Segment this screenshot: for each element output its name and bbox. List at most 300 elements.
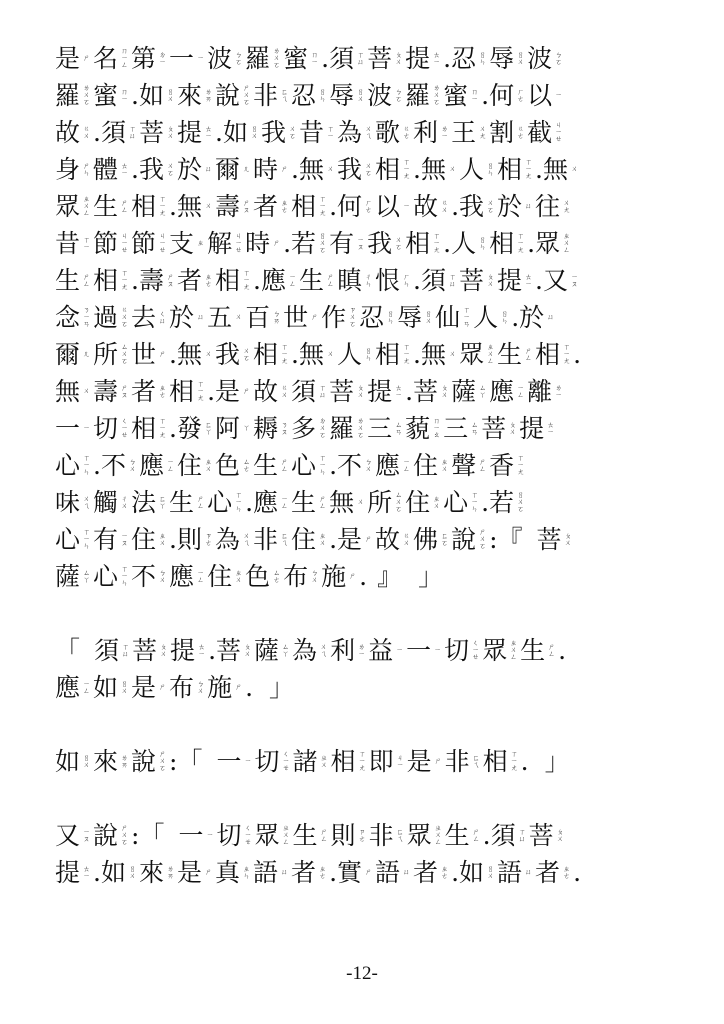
- annotated-character: 我 ㄨ ㄛ: [260, 117, 296, 147]
- annotated-character: 住 ㄓ ㄨ: [405, 487, 441, 517]
- annotated-character: 往 ㄨ ㄤ: [535, 191, 571, 221]
- zhuyin-annotation: ㄗ ㄨ ㄛ: [349, 306, 357, 328]
- punctuation: .: [535, 154, 543, 184]
- annotated-character: 故 ㄍ ㄨ: [253, 376, 289, 406]
- zhuyin-annotation: ㄈ ㄚ: [159, 494, 167, 510]
- zhuyin-annotation: ㄕ: [434, 757, 442, 765]
- zhuyin-annotation: ㄋ ㄧ ㄢ: [83, 306, 91, 328]
- punctuation: .: [93, 857, 101, 887]
- zhuyin-annotation: ㄕ: [159, 683, 167, 691]
- zhuyin-annotation: ㄕ: [235, 683, 243, 691]
- annotated-character: 色 ㄙ ㄜ: [215, 450, 251, 480]
- annotated-character: 利 ㄌ ㄧ: [413, 117, 449, 147]
- annotated-character: 眾 ㄓ ㄨ ㄥ: [535, 228, 571, 258]
- zhuyin-annotation: ㄅ ㄛ: [235, 50, 243, 66]
- zhuyin-annotation: ㄗ ㄜ: [358, 827, 366, 843]
- annotated-character: 相 ㄒ ㄧ ㄤ: [253, 339, 289, 369]
- annotated-character: 一 ㄧ: [178, 820, 214, 850]
- zhuyin-annotation: ㄒ ㄧ ㄤ: [319, 195, 327, 217]
- punctuation: .: [93, 450, 101, 480]
- annotated-character: 非 ㄈ ㄟ: [368, 820, 404, 850]
- zhuyin-annotation: ㄨ ㄛ: [243, 346, 251, 362]
- annotated-character: 住 ㄓ ㄨ: [413, 450, 449, 480]
- punctuation: .: [482, 820, 491, 850]
- annotated-character: 念 ㄋ ㄧ ㄢ: [55, 302, 91, 332]
- zhuyin-annotation: ㄖ ㄨ: [517, 50, 525, 66]
- punctuation: :: [169, 746, 178, 776]
- zhuyin-annotation: ㄙ ㄜ: [273, 568, 281, 584]
- zhuyin-annotation: ㄧ ㄥ: [197, 568, 205, 584]
- zhuyin-annotation: ㄓ ㄨ ㄥ: [83, 195, 91, 217]
- text-line: [55, 40, 675, 77]
- annotated-character: 羅 ㄌ ㄨ ㄛ: [245, 43, 281, 73]
- zhuyin-annotation: ㄧ: [555, 91, 563, 99]
- annotated-character: 三 ㄙ ㄢ: [443, 413, 479, 443]
- zhuyin-annotation: ㄓ ㄨ ㄥ: [563, 232, 571, 254]
- zhuyin-annotation: ㄙ ㄢ: [471, 420, 479, 436]
- annotated-character: 語 ㄩ: [375, 857, 411, 887]
- text-line: [55, 336, 675, 373]
- punctuation: .: [245, 672, 254, 702]
- annotated-character: 多 ㄉ ㄨ ㄛ: [291, 413, 327, 443]
- zhuyin-annotation: ㄒ ㄧ ㄤ: [403, 343, 411, 365]
- annotated-character: 相 ㄒ ㄧ ㄤ: [169, 376, 205, 406]
- annotated-character: 菩 ㄆ ㄨ: [138, 117, 174, 147]
- zhuyin-annotation: ㄨ: [327, 350, 335, 358]
- annotated-character: 菩 ㄆ ㄨ: [413, 376, 449, 406]
- annotated-character: 是 ㄕ: [406, 746, 442, 776]
- zhuyin-annotation: ㄒ ㄧ ㄤ: [159, 417, 167, 439]
- annotated-character: 應 ㄧ ㄥ: [375, 450, 411, 480]
- zhuyin-annotation: ㄨ: [571, 165, 579, 173]
- annotated-character: 阿 ㄚ: [215, 413, 251, 443]
- annotated-character: 心 ㄒ ㄧ ㄣ: [55, 450, 91, 480]
- punctuation: .: [413, 339, 421, 369]
- annotated-character: 相 ㄒ ㄧ ㄤ: [131, 191, 167, 221]
- annotated-character: 心 ㄒ ㄧ ㄣ: [55, 524, 91, 554]
- punctuation: .: [573, 857, 582, 887]
- zhuyin-annotation: ㄈ ㄟ: [396, 827, 404, 843]
- annotated-character: 即 ㄐ ㄧ: [368, 746, 404, 776]
- annotated-character: 非 ㄈ ㄟ: [444, 746, 480, 776]
- punctuation: 『: [497, 524, 523, 554]
- annotated-character: 者 ㄓ ㄜ: [177, 265, 213, 295]
- annotated-character: 如 ㄖ ㄨ: [55, 746, 91, 776]
- text-line: [55, 484, 675, 521]
- annotated-character: 辱 ㄖ ㄨ: [397, 302, 433, 332]
- punctuation: .: [245, 487, 254, 517]
- annotated-character: 波 ㄅ ㄛ: [367, 80, 403, 110]
- annotated-character: 如 ㄖ ㄨ: [138, 80, 174, 110]
- annotated-character: 無 ㄨ: [299, 339, 335, 369]
- annotated-character: 非 ㄈ ㄟ: [253, 80, 289, 110]
- annotated-character: 法 ㄈ ㄚ: [131, 487, 167, 517]
- annotated-character: 薩 ㄙ ㄚ: [55, 561, 91, 591]
- annotated-character: 提 ㄊ ㄧ: [497, 265, 533, 295]
- zhuyin-annotation: ㄓ ㄣ: [243, 864, 251, 880]
- annotated-character: 身 ㄕ ㄣ: [55, 154, 91, 184]
- annotated-character: 不 ㄅ ㄨ: [337, 450, 373, 480]
- zhuyin-annotation: ㄆ ㄨ: [564, 531, 572, 547]
- annotated-character: 來 ㄌ ㄞ: [177, 80, 213, 110]
- annotated-character: 切 ㄑ ㄧ ㄝ: [216, 820, 252, 850]
- annotated-character: 人 ㄖ ㄣ: [337, 339, 373, 369]
- zhuyin-annotation: ㄍ ㄨ: [281, 383, 289, 399]
- annotated-character: 我 ㄨ ㄛ: [138, 154, 174, 184]
- annotated-character: 歌 ㄍ ㄜ: [375, 117, 411, 147]
- zhuyin-annotation: ㄕ: [83, 54, 91, 62]
- annotated-character: 無 ㄨ: [421, 339, 457, 369]
- annotated-character: 說 ㄕ ㄨ ㄛ: [93, 820, 129, 850]
- annotated-character: 菩 ㄆ ㄨ: [481, 413, 517, 443]
- annotated-character: 提 ㄊ ㄧ: [55, 857, 91, 887]
- zhuyin-annotation: ㄧ ㄥ: [403, 457, 411, 473]
- zhuyin-annotation: ㄒ ㄧ ㄣ: [83, 454, 91, 476]
- zhuyin-annotation: ㄕ ㄨ ㄛ: [121, 824, 129, 846]
- scripture-page: [55, 40, 675, 891]
- zhuyin-annotation: ㄌ ㄧ: [441, 124, 449, 140]
- zhuyin-annotation: ㄆ ㄨ: [167, 124, 174, 140]
- annotated-character: 來 ㄌ ㄞ: [138, 857, 174, 887]
- annotated-character: 相 ㄒ ㄧ ㄤ: [375, 154, 411, 184]
- annotated-character: 相 ㄒ ㄧ ㄤ: [375, 339, 411, 369]
- zhuyin-annotation: ㄖ ㄨ: [128, 864, 136, 880]
- zhuyin-annotation: ㄧ ㄥ: [167, 457, 174, 473]
- annotated-character: 提 ㄊ ㄧ: [405, 43, 441, 73]
- annotated-character: 波 ㄅ ㄛ: [207, 43, 243, 73]
- zhuyin-annotation: ㄅ ㄨ: [159, 568, 167, 584]
- zhuyin-annotation: ㄒ ㄧ ㄤ: [510, 750, 518, 772]
- paragraph-gap: [55, 780, 675, 817]
- annotated-character: 是 ㄕ: [337, 524, 373, 554]
- annotated-character: 以 ㄧ: [375, 191, 411, 221]
- annotated-character: 一 ㄧ: [406, 635, 442, 665]
- annotated-character: 心 ㄒ ㄧ ㄣ: [291, 450, 327, 480]
- zhuyin-annotation: ㄓ ㄨ ㄥ: [510, 639, 518, 661]
- annotated-character: 提 ㄊ ㄧ: [177, 117, 213, 147]
- annotated-character: 於 ㄩ: [519, 302, 555, 332]
- text-line: [55, 817, 675, 854]
- zhuyin-annotation: ㄩ: [205, 165, 213, 173]
- zhuyin-annotation: ㄌ ㄧ: [555, 383, 563, 399]
- text-line: [55, 669, 675, 706]
- annotated-character: 切 ㄑ ㄧ ㄝ: [93, 413, 129, 443]
- punctuation: .: [451, 191, 460, 221]
- zhuyin-annotation: ㄨ ㄛ: [487, 198, 495, 214]
- zhuyin-annotation: ㄕ: [349, 572, 357, 580]
- zhuyin-annotation: ㄌ ㄞ: [121, 753, 129, 769]
- annotated-character: 相 ㄒ ㄧ ㄤ: [330, 746, 366, 776]
- zhuyin-annotation: ㄔ ㄨ: [121, 494, 129, 510]
- annotated-character: 為 ㄨ ㄟ: [337, 117, 373, 147]
- zhuyin-annotation: ㄙ ㄚ: [83, 568, 91, 584]
- annotated-character: 不 ㄅ ㄨ: [100, 450, 136, 480]
- zhuyin-annotation: ㄒ ㄧ ㄤ: [517, 454, 525, 476]
- text-line: [55, 373, 675, 410]
- annotated-character: 我 ㄨ ㄛ: [459, 191, 495, 221]
- zhuyin-annotation: ㄕ ㄥ: [327, 272, 335, 288]
- annotated-character: 眾 ㄓ ㄨ ㄥ: [482, 635, 518, 665]
- annotated-character: 如 ㄖ ㄨ: [100, 857, 136, 887]
- annotated-character: 者 ㄓ ㄜ: [253, 191, 289, 221]
- annotated-character: 恨 ㄏ ㄣ: [375, 265, 411, 295]
- annotated-character: 人 ㄖ ㄣ: [459, 154, 495, 184]
- zhuyin-annotation: ㄕ ㄥ: [281, 457, 289, 473]
- zhuyin-annotation: ㄍ ㄨ: [441, 198, 449, 214]
- annotated-character: 何 ㄏ ㄜ: [337, 191, 373, 221]
- annotated-character: 無 ㄨ: [55, 376, 91, 406]
- annotated-character: 生 ㄕ ㄥ: [169, 487, 205, 517]
- text-line: [55, 77, 675, 114]
- zhuyin-annotation: ㄊ ㄧ: [547, 420, 555, 436]
- punctuation: .: [443, 43, 452, 73]
- zhuyin-annotation: ㄓ: [197, 239, 205, 247]
- annotated-character: 菩 ㄆ ㄨ: [459, 265, 495, 295]
- annotated-character: 昔 ㄒ ㄧ: [55, 228, 91, 258]
- annotated-character: 應 ㄧ ㄥ: [138, 450, 174, 480]
- annotated-character: 實 ㄕ: [337, 857, 373, 887]
- zhuyin-annotation: ㄧ: [197, 54, 205, 62]
- zhuyin-annotation: ㄖ ㄣ: [387, 309, 395, 325]
- annotated-character: 蜜 ㄇ ㄧ: [443, 80, 479, 110]
- punctuation: .: [131, 154, 139, 184]
- punctuation: .: [558, 635, 567, 665]
- annotated-character: 一 ㄧ: [55, 413, 91, 443]
- annotated-character: 須 ㄒ ㄩ: [100, 117, 136, 147]
- annotated-character: 生 ㄕ ㄥ: [292, 820, 328, 850]
- text-line: [55, 854, 675, 891]
- zhuyin-annotation: ㄒ ㄧ ㄤ: [433, 232, 441, 254]
- annotated-character: 應 ㄧ ㄥ: [169, 561, 205, 591]
- annotated-character: 是 ㄕ: [215, 376, 251, 406]
- zhuyin-annotation: ㄒ ㄩ: [128, 124, 136, 140]
- punctuation: 「: [177, 746, 203, 776]
- annotated-character: 眾 ㄓ ㄨ ㄥ: [55, 191, 91, 221]
- annotated-character: 一 ㄧ: [169, 43, 205, 73]
- zhuyin-annotation: ㄒ ㄧ ㄤ: [121, 269, 129, 291]
- annotated-character: 住 ㄓ ㄨ: [177, 450, 213, 480]
- annotated-character: 仙 ㄒ ㄧ ㄢ: [435, 302, 471, 332]
- punctuation: .: [359, 561, 368, 591]
- zhuyin-annotation: ㄕ ㄥ: [83, 272, 91, 288]
- zhuyin-annotation: ㄖ ㄨ: [357, 87, 365, 103]
- zhuyin-annotation: ㄓ ㄜ: [441, 864, 449, 880]
- zhuyin-annotation: ㄨ: [83, 387, 91, 395]
- zhuyin-annotation: ㄐ ㄧ ㄝ: [121, 232, 129, 254]
- annotated-character: 住 ㄓ ㄨ: [291, 524, 327, 554]
- annotated-character: 應 ㄧ ㄥ: [260, 265, 296, 295]
- annotated-character: 人 ㄖ ㄣ: [451, 228, 487, 258]
- zhuyin-annotation: ㄙ ㄜ: [243, 457, 251, 473]
- zhuyin-annotation: ㄌ ㄨ ㄛ: [83, 84, 91, 106]
- zhuyin-annotation: ㄊ ㄧ: [83, 864, 91, 880]
- punctuation: 』: [377, 561, 403, 591]
- zhuyin-annotation: ㄓ ㄨ: [205, 457, 213, 473]
- zhuyin-annotation: ㄏ ㄣ: [403, 272, 411, 288]
- zhuyin-annotation: ㄒ ㄧ ㄣ: [83, 528, 91, 550]
- zhuyin-annotation: ㄅ ㄛ: [395, 87, 403, 103]
- annotated-character: 布 ㄅ ㄨ: [283, 561, 319, 591]
- zhuyin-annotation: ㄑ ㄧ ㄝ: [244, 824, 252, 846]
- punctuation: .: [511, 302, 520, 332]
- annotated-character: 語 ㄩ: [253, 857, 289, 887]
- zhuyin-annotation: ㄅ ㄨ: [128, 457, 136, 473]
- zhuyin-annotation: ㄒ ㄩ: [319, 383, 327, 399]
- annotated-character: 以 ㄧ: [527, 80, 563, 110]
- zhuyin-annotation: ㄖ ㄨ: [487, 864, 495, 880]
- zhuyin-annotation: ㄧ ㄥ: [281, 494, 289, 510]
- zhuyin-annotation: ㄙ ㄚ: [282, 642, 290, 658]
- annotated-character: 有 ㄧ ㄡ: [329, 228, 365, 258]
- zhuyin-annotation: ㄒ ㄧ ㄣ: [319, 454, 327, 476]
- annotated-character: 相 ㄒ ㄧ ㄤ: [497, 154, 533, 184]
- zhuyin-annotation: ㄒ ㄧ ㄤ: [517, 232, 525, 254]
- zhuyin-annotation: ㄌ ㄧ: [358, 642, 366, 658]
- annotated-character: 五 ㄨ: [207, 302, 243, 332]
- zhuyin-annotation: ㄈ ㄛ: [441, 531, 449, 547]
- zhuyin-annotation: ㄨ ㄟ: [320, 642, 328, 658]
- annotated-character: 藐 ㄇ ㄧ ㄠ: [405, 413, 441, 443]
- annotated-character: 須 ㄒ ㄩ: [291, 376, 327, 406]
- punctuation: .: [443, 228, 452, 258]
- zhuyin-annotation: ㄨ ㄛ: [395, 235, 403, 251]
- annotated-character: 是 ㄕ: [55, 43, 91, 73]
- zhuyin-annotation: ㄇ ㄧ ㄥ: [121, 47, 129, 69]
- punctuation: .: [169, 339, 177, 369]
- annotated-character: 生 ㄕ ㄥ: [299, 265, 335, 295]
- zhuyin-annotation: ㄇ ㄧ: [471, 87, 479, 103]
- annotated-character: 解 ㄐ ㄧ ㄝ: [207, 228, 243, 258]
- zhuyin-annotation: ㄅ ㄛ: [555, 50, 563, 66]
- annotated-character: 來 ㄌ ㄞ: [93, 746, 129, 776]
- annotated-character: 壽 ㄕ ㄡ: [138, 265, 174, 295]
- annotated-character: 為 ㄨ ㄟ: [292, 635, 328, 665]
- annotated-character: 無 ㄨ: [329, 487, 365, 517]
- annotated-character: 所 ㄙ ㄨ ㄛ: [93, 339, 129, 369]
- zhuyin-annotation: ㄓ ㄜ: [159, 383, 167, 399]
- annotated-character: 第 ㄉ ㄧ: [131, 43, 167, 73]
- zhuyin-annotation: ㄕ ㄥ: [525, 346, 533, 362]
- zhuyin-annotation: ㄩ: [281, 868, 289, 876]
- punctuation: .: [283, 228, 292, 258]
- punctuation: .: [207, 376, 216, 406]
- annotated-character: 羅 ㄌ ㄨ ㄛ: [55, 80, 91, 110]
- annotated-character: 故 ㄍ ㄨ: [413, 191, 449, 221]
- zhuyin-annotation: ㄈ ㄚ: [205, 420, 213, 436]
- zhuyin-annotation: ㄊ ㄧ: [433, 50, 441, 66]
- annotated-character: 截 ㄐ ㄧ ㄝ: [527, 117, 563, 147]
- annotated-character: 者 ㄓ ㄜ: [291, 857, 327, 887]
- annotated-character: 色 ㄙ ㄜ: [245, 561, 281, 591]
- punctuation: .: [169, 413, 177, 443]
- annotated-character: 爾 ㄦ: [215, 154, 251, 184]
- text-line: [55, 225, 675, 262]
- zhuyin-annotation: ㄒ ㄧ ㄤ: [281, 343, 289, 365]
- annotated-character: 節 ㄐ ㄧ ㄝ: [131, 228, 167, 258]
- annotated-character: 昔 ㄒ ㄧ: [299, 117, 335, 147]
- annotated-character: 是 ㄕ: [177, 857, 213, 887]
- zhuyin-annotation: ㄕ: [365, 868, 373, 876]
- zhuyin-annotation: ㄨ ㄟ: [83, 494, 91, 510]
- punctuation: .: [405, 376, 414, 406]
- annotated-character: 心 ㄒ ㄧ ㄣ: [443, 487, 479, 517]
- zhuyin-annotation: ㄕ ㄡ: [121, 383, 129, 399]
- annotated-character: 提 ㄊ ㄧ: [170, 635, 206, 665]
- annotated-character: 相 ㄒ ㄧ ㄤ: [405, 228, 441, 258]
- zhuyin-annotation: ㄆ ㄨ: [441, 383, 449, 399]
- zhuyin-annotation: ㄆ ㄨ: [357, 383, 365, 399]
- punctuation: 「: [139, 820, 165, 850]
- zhuyin-annotation: ㄓ ㄨ: [235, 568, 243, 584]
- zhuyin-annotation: ㄨ ㄛ: [365, 161, 373, 177]
- annotated-character: 忍 ㄖ ㄣ: [451, 43, 487, 73]
- annotated-character: 發 ㄈ ㄚ: [177, 413, 213, 443]
- annotated-character: 聲 ㄕ ㄥ: [451, 450, 487, 480]
- zhuyin-annotation: ㄙ ㄨ ㄛ: [395, 491, 403, 513]
- zhuyin-annotation: ㄙ ㄚ: [479, 383, 487, 399]
- zhuyin-annotation: ㄖ ㄣ: [319, 87, 327, 103]
- annotated-character: 利 ㄌ ㄧ: [330, 635, 366, 665]
- annotated-character: 羅 ㄌ ㄨ ㄛ: [405, 80, 441, 110]
- zhuyin-annotation: ㄅ ㄞ: [273, 309, 281, 325]
- zhuyin-annotation: ㄖ ㄣ: [501, 309, 509, 325]
- zhuyin-annotation: ㄧ: [403, 202, 411, 210]
- annotated-character: 爾 ㄦ: [55, 339, 91, 369]
- annotated-character: 是 ㄕ: [131, 672, 167, 702]
- punctuation: .: [329, 857, 338, 887]
- punctuation: .: [329, 191, 338, 221]
- annotated-character: 作 ㄗ ㄨ ㄛ: [321, 302, 357, 332]
- annotated-character: 無 ㄨ: [177, 339, 213, 369]
- zhuyin-annotation: ㄅ ㄨ: [311, 568, 319, 584]
- zhuyin-annotation: ㄈ ㄟ: [281, 87, 289, 103]
- annotated-character: 生 ㄕ ㄥ: [93, 191, 129, 221]
- zhuyin-annotation: ㄇ ㄧ: [311, 50, 319, 66]
- annotated-character: 須 ㄒ ㄩ: [421, 265, 457, 295]
- zhuyin-annotation: ㄍ ㄜ: [517, 124, 525, 140]
- annotated-character: 生 ㄕ ㄥ: [253, 450, 289, 480]
- zhuyin-annotation: ㄆ ㄨ: [244, 642, 252, 658]
- zhuyin-annotation: ㄚ: [243, 424, 251, 432]
- annotated-character: 說 ㄕ ㄨ ㄛ: [131, 746, 167, 776]
- zhuyin-annotation: ㄅ ㄨ: [365, 457, 373, 473]
- annotated-character: 相 ㄒ ㄧ ㄤ: [482, 746, 518, 776]
- annotated-character: 我 ㄨ ㄛ: [215, 339, 251, 369]
- punctuation: .: [451, 857, 460, 887]
- punctuation: .: [413, 265, 421, 295]
- zhuyin-annotation: ㄕ ㄥ: [320, 827, 328, 843]
- paragraph: [55, 40, 675, 595]
- annotated-character: 菩 ㄆ ㄨ: [132, 635, 168, 665]
- zhuyin-annotation: ㄩ: [197, 313, 205, 321]
- annotated-character: 我 ㄨ ㄛ: [337, 154, 373, 184]
- annotated-character: 相 ㄒ ㄧ ㄤ: [131, 413, 167, 443]
- annotated-character: 提 ㄊ ㄧ: [367, 376, 403, 406]
- scripture-text: [55, 40, 675, 891]
- annotated-character: 辱 ㄖ ㄨ: [329, 80, 365, 110]
- annotated-character: 三 ㄙ ㄢ: [367, 413, 403, 443]
- annotated-character: 如 ㄖ ㄨ: [222, 117, 258, 147]
- annotated-character: 辱 ㄖ ㄨ: [489, 43, 525, 73]
- annotated-character: 名 ㄇ ㄧ ㄥ: [93, 43, 129, 73]
- annotated-character: 過 ㄍ ㄨ ㄛ: [93, 302, 129, 332]
- zhuyin-annotation: ㄕ ㄨ ㄛ: [479, 528, 487, 550]
- zhuyin-annotation: ㄨ ㄤ: [563, 198, 571, 214]
- annotated-character: 佛 ㄈ ㄛ: [413, 524, 449, 554]
- paragraph-gap: [55, 595, 675, 632]
- zhuyin-annotation: ㄒ ㄩ: [122, 642, 130, 658]
- zhuyin-annotation: ㄩ: [525, 868, 533, 876]
